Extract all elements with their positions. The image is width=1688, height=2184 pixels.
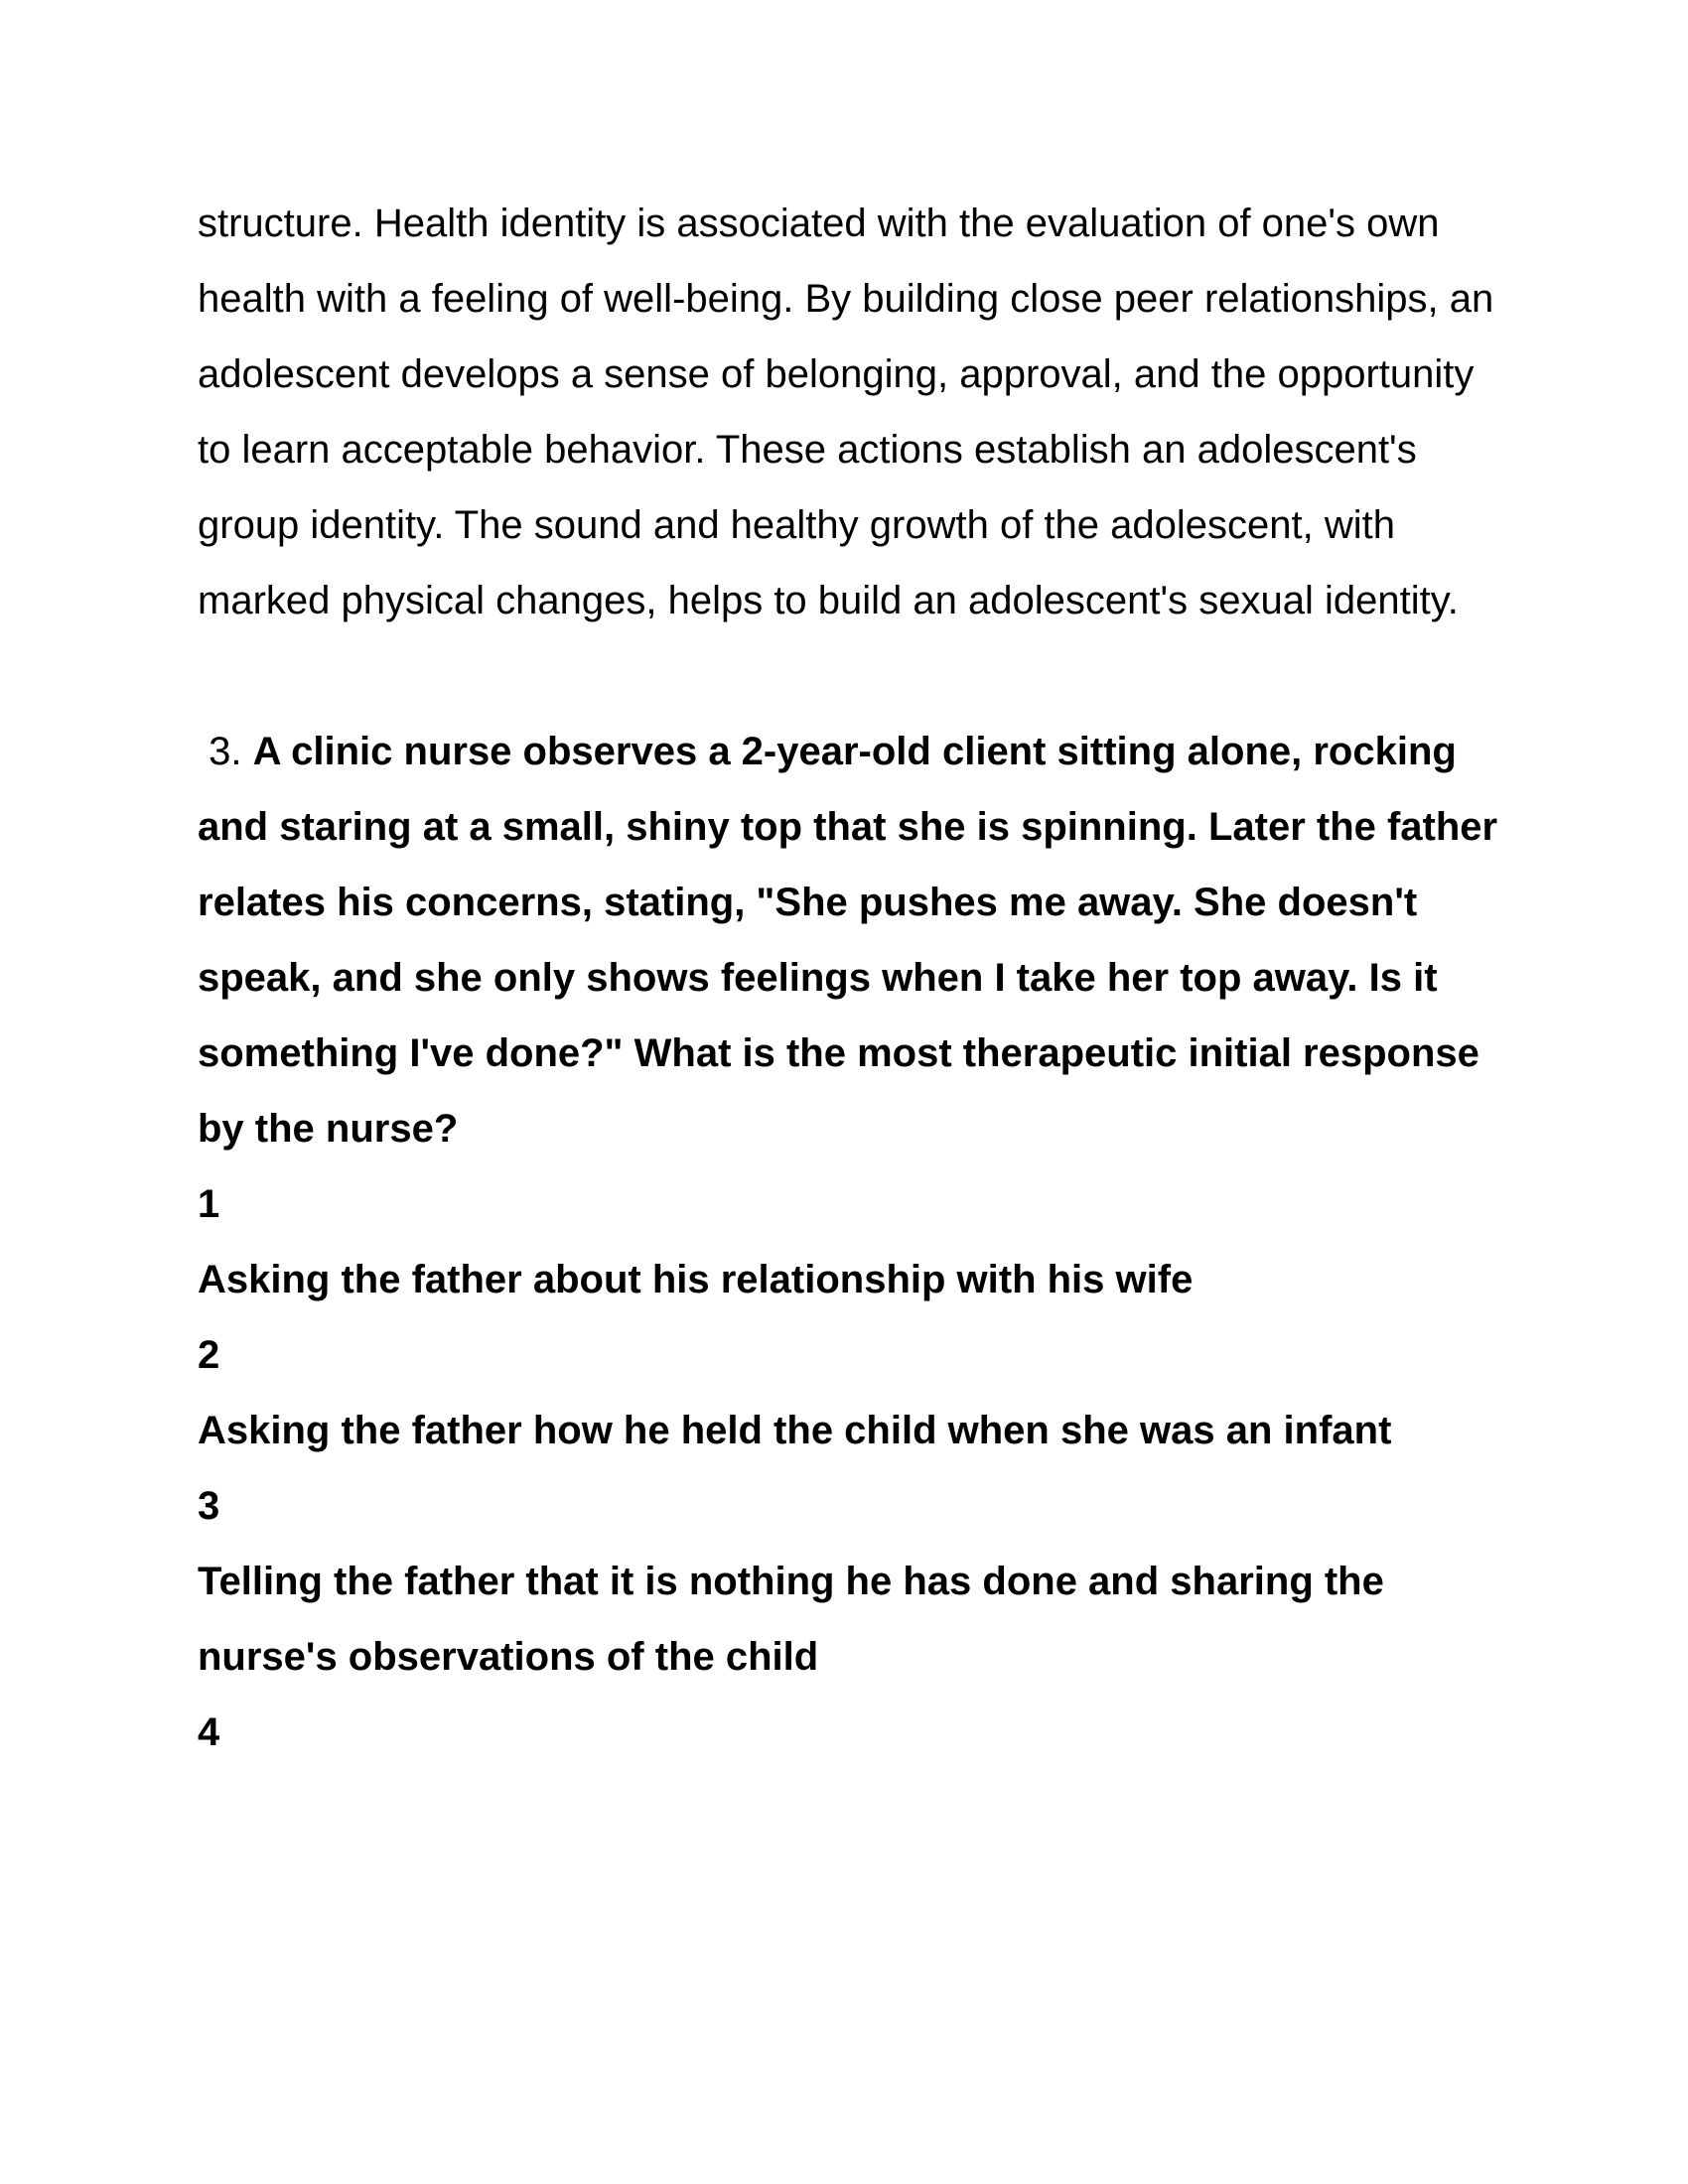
option-number: 4 bbox=[198, 1710, 220, 1754]
option-text: Telling the father that it is nothing he has done and sharing the nurse's observations of the child bbox=[198, 1560, 1384, 1679]
option-text: Asking the father how he held the child when she was an infant bbox=[198, 1409, 1392, 1452]
option-text: Asking the father about his relationship with his wife bbox=[198, 1258, 1194, 1301]
question-stem bbox=[198, 714, 1508, 1166]
option-number: 2 bbox=[198, 1333, 220, 1377]
option-number: 1 bbox=[198, 1182, 220, 1226]
option-number: 3 bbox=[198, 1484, 220, 1528]
option-4[interactable] bbox=[198, 1695, 1508, 1770]
option-3[interactable] bbox=[198, 1468, 1508, 1695]
spacer bbox=[198, 638, 1508, 714]
question-number: 3. bbox=[198, 730, 253, 773]
body-paragraph: structure. Health identity is associated with the evaluation of one's own health with a feeling of well-being. By building close peer relationships, an adolescent develops a sense of belonging, approval, and the opportunity to learn acceptable behavior. These actions establish an adolescent's group identity. The sound and healthy growth of the adolescent, with marked physical changes, helps to build an adolescent's sexual identity. bbox=[198, 202, 1494, 622]
document-page bbox=[198, 186, 1508, 1770]
option-2[interactable] bbox=[198, 1317, 1508, 1468]
question-text: A clinic nurse observes a 2-year-old client sitting alone, rocking and staring at a small, shiny top that she is spinning. Later the father relates his concerns, stating, "She pushes me away. She doesn't speak, and she only shows feelings when I take her top away. Is it something I've done?" What is the most therapeutic initial response by the nurse? bbox=[198, 730, 1509, 1151]
option-1[interactable] bbox=[198, 1166, 1508, 1317]
